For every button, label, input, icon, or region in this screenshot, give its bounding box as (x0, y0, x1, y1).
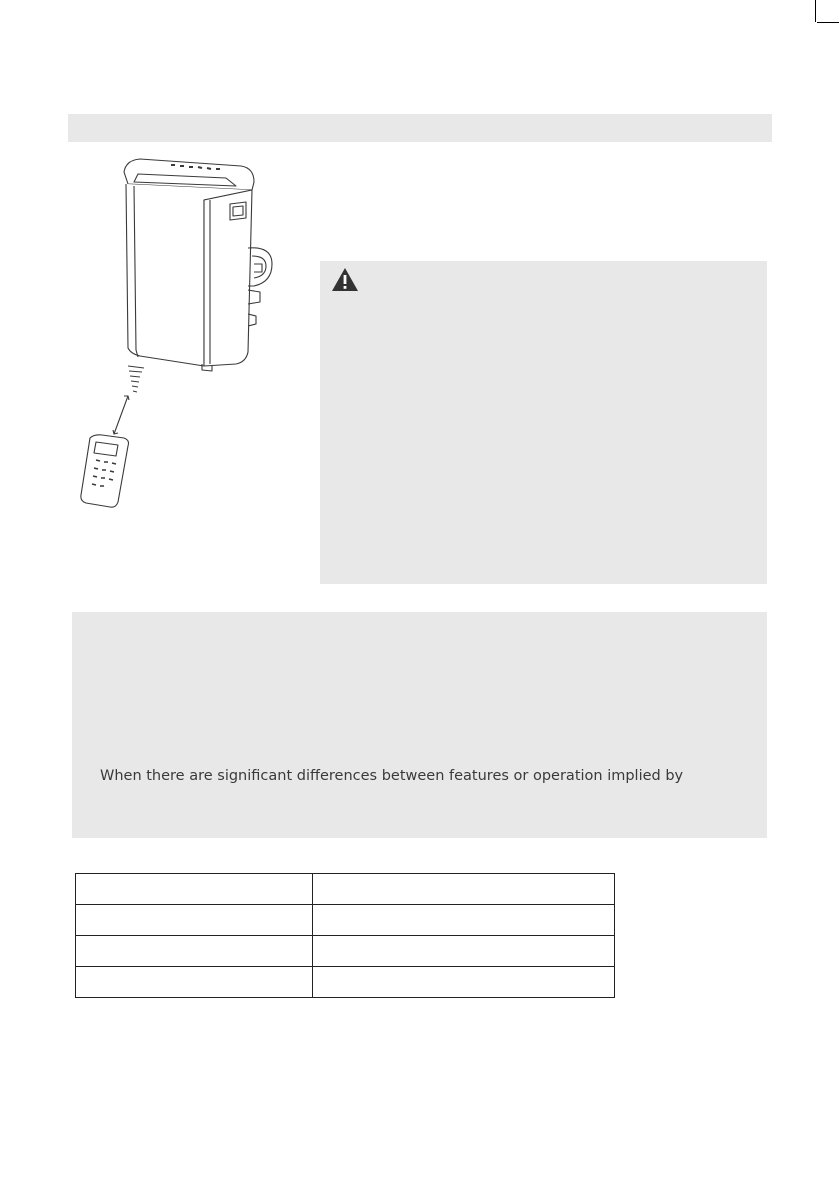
table-cell (76, 936, 313, 967)
note-text: When there are significant differences between features or operation implied by (100, 768, 684, 784)
table-cell (76, 967, 313, 998)
crop-mark-top (815, 0, 816, 22)
warning-box (320, 261, 767, 584)
table-row (76, 874, 615, 905)
signal-waves-icon (128, 366, 144, 392)
table-cell (76, 905, 313, 936)
crop-mark-right (817, 22, 839, 23)
table-cell (313, 874, 615, 905)
table-row (76, 936, 615, 967)
table-cell (313, 936, 615, 967)
note-box (72, 612, 767, 838)
table-cell (313, 905, 615, 936)
product-illustration (76, 152, 286, 512)
table-cell (76, 874, 313, 905)
section-header-bar (68, 114, 772, 142)
remote-control-icon (76, 362, 166, 512)
spec-table (75, 873, 615, 998)
table-row (76, 967, 615, 998)
table-row (76, 905, 615, 936)
table-cell (313, 967, 615, 998)
warning-triangle-icon (331, 267, 359, 292)
